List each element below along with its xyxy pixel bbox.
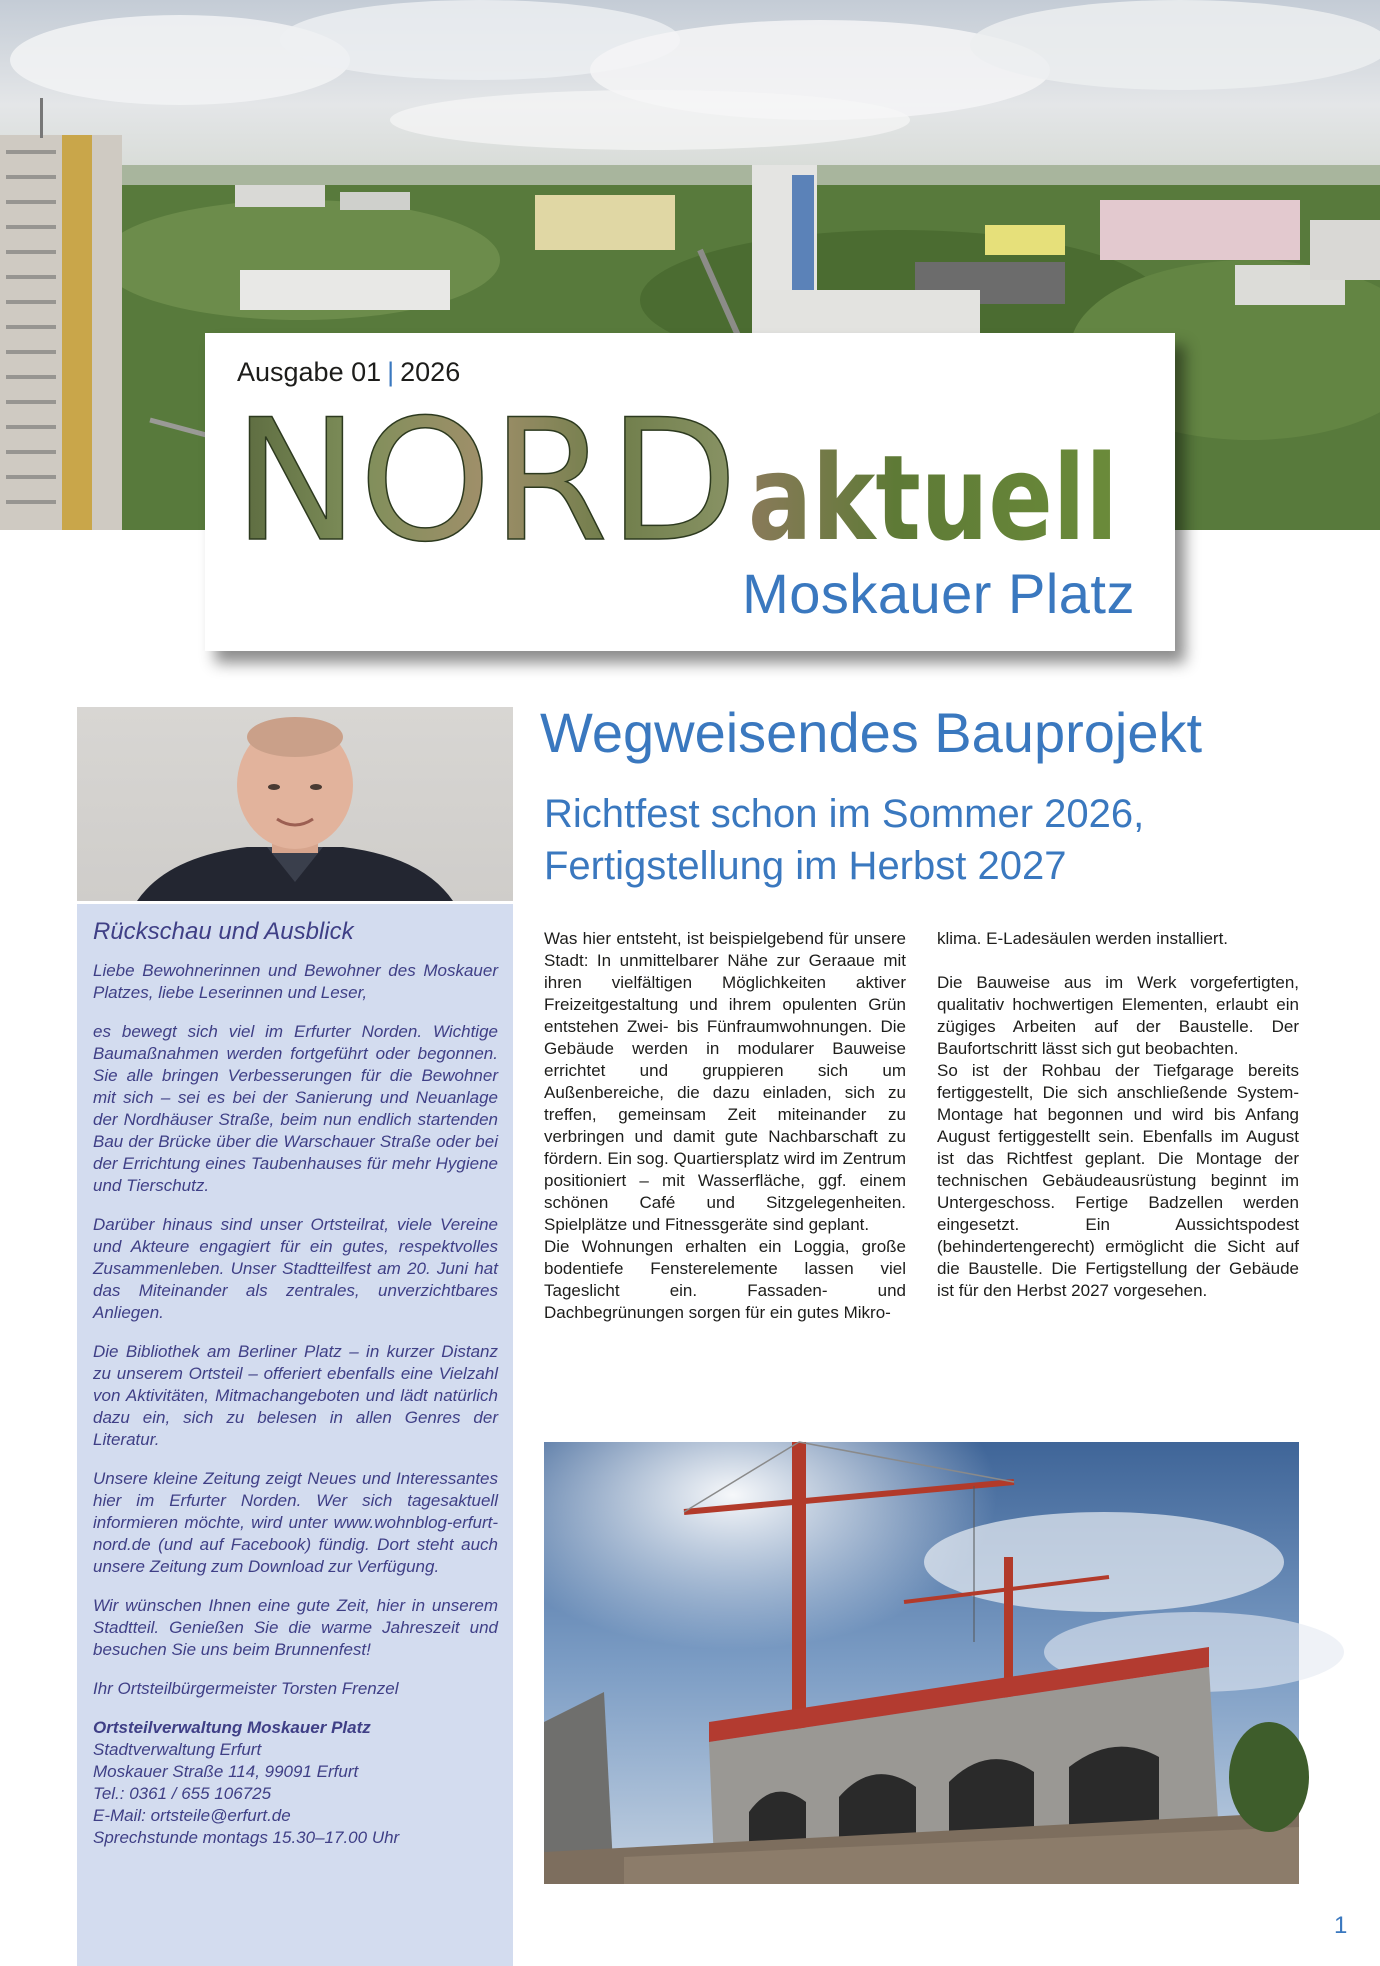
contact-title: Ortsteilverwaltung Moskauer Platz — [93, 1718, 371, 1737]
sidebar-paragraph: Wir wünschen Ihnen eine gute Zeit, hier in unserem Stadtteil. Genießen Sie die warme Jahreszeit und besuchen Sie uns beim Brunnenfest! — [93, 1596, 498, 1659]
sidebar-signature: Ihr Ortsteilbürgermeister Torsten Frenzel — [93, 1679, 399, 1698]
sidebar-paragraph: Unsere kleine Zeitung zeigt Neues und Interessantes hier im Erfurter Norden. Wer sich tagesaktuell informieren möchte, wird unter www.wohnblog-erfurt-nord.de (und auf Facebook) fündig. Dort steht auch unsere Zeitung zum Download zur Verfügung. — [93, 1469, 498, 1576]
article-headline: Wegweisendes Bauprojekt — [540, 701, 1203, 764]
issue-label: Ausgabe 01 — [237, 357, 382, 387]
article-column-1 — [544, 928, 906, 1324]
masthead-aktuell: aktuell — [748, 429, 1118, 567]
masthead-nord: NORD — [233, 383, 738, 579]
district-name: Moskauer Platz — [742, 562, 1135, 625]
sidebar-paragraph: Liebe Bewohnerinnen und Bewohner des Moskauer Platzes, liebe Leserinnen und Leser, — [93, 961, 498, 1002]
article-paragraph: So ist der Rohbau der Tiefgarage bereits fertiggestellt, Die sich anschließende System-Montage hat begonnen und wird bis Anfang August fertiggestellt sein. Ebenfalls im August ist das Richtfest geplant. Die Montage der technischen Gebäudeausrüstung beginnt im Untergeschoss. Fertige Badzellen werden eingesetzt. Ein Aussichtspodest (behindertengerecht) ermöglicht die Sicht auf die Baustelle. Die Fertigstellung der Gebäude ist für den Herbst 2027 vorgesehen. — [937, 1061, 1299, 1300]
sidebar-paragraph: es bewegt sich viel im Erfurter Norden. Wichtige Baumaßnahmen werden fortgeführt oder begonnen. Sie alle bringen Verbesserungen für die Bewohner mit sich – sei es bei der Sanierung und Neuanlage der Nordhäuser Straße, beim nun endlich startenden Bau der Brücke über die Warschauer Straße oder bei der Errichtung eines Taubenhauses für mehr Hygiene und Tierschutz. — [93, 1022, 498, 1195]
sidebar-paragraph: Die Bibliothek am Berliner Platz – in kurzer Distanz zu unserem Ortsteil – offeriert ebenfalls eine Vielzahl von Aktivitäten, Mitmachangeboten und lädt natürlich dazu ein, sich zu belesen in allen Genres der Literatur. — [93, 1342, 498, 1449]
contact-office: Stadtverwaltung Erfurt — [93, 1740, 262, 1759]
contact-address: Moskauer Straße 114, 99091 Erfurt — [93, 1762, 359, 1781]
sidebar-paragraph: Darüber hinaus sind unser Ortsteilrat, viele Vereine und Akteure engagiert für ein gutes, respektvolles Zusammenleben. Unser Stadtteilfest am 20. Juni hat das Miteinander als zentrales, unverzichtbares Anliegen. — [93, 1215, 498, 1322]
portrait-photo — [77, 707, 513, 901]
issue-separator: | — [387, 357, 395, 387]
masthead-box — [205, 333, 1175, 651]
article-paragraph: Die Wohnungen erhalten ein Loggia, große bodentiefe Fensterelemente lassen viel Tageslicht ein. Fassaden- und Dachbegrünungen sorgen für ein gutes Mikro- — [544, 1237, 906, 1322]
editorial-sidebar — [77, 904, 513, 1966]
article-paragraph: Was hier entsteht, ist beispielgebend für unsere Stadt: In unmittelbarer Nähe zur Geraaue mit ihren vielfältigen Möglichkeiten aktiver Freizeitgestaltung und ihrem opulenten Grün entstehen Zwei- bis Fünfraumwohnungen. Die Gebäude werden in modularer Bauweise errichtet und gruppieren sich um Außenbereiche, die dazu einladen, sich zu treffen, gemeinsam Zeit miteinander zu verbringen und damit gute Nachbarschaft zu fördern. Ein sog. Quartiersplatz wird im Zentrum positioniert – mit Wasserfläche, ggf. einem schönen Café und Sitzgelegenheiten. Spielplätze und Fitnessgeräte sind geplant. — [544, 929, 906, 1234]
construction-site-photo — [544, 1442, 1299, 1884]
masthead-title — [233, 383, 1133, 579]
issue-year: 2026 — [400, 357, 461, 387]
article-subheadline — [544, 788, 1344, 892]
contact-phone: Tel.: 0361 / 655 106725 — [93, 1784, 272, 1803]
contact-hours: Sprechstunde montags 15.30–17.00 Uhr — [93, 1828, 400, 1847]
sidebar-heading: Rückschau und Ausblick — [93, 918, 354, 945]
contact-email: E-Mail: ortsteile@erfurt.de — [93, 1806, 291, 1825]
article-paragraph: klima. E-Ladesäulen werden installiert. — [937, 929, 1229, 948]
article-paragraph: Die Bauweise aus im Werk vorgefertigten, qualitativ hochwertigen Elementen, erlaubt ein zügiges Arbeiten auf der Baustelle. Der Baufortschritt lässt sich gut beobachten. — [937, 973, 1299, 1058]
subheadline-line-2: Fertigstellung im Herbst 2027 — [544, 844, 1067, 888]
subheadline-line-1: Richtfest schon im Sommer 2026, — [544, 792, 1145, 836]
portrait-illustration — [77, 707, 513, 901]
construction-site-illustration — [544, 1442, 1299, 1884]
page-number: 1 — [1334, 1912, 1348, 1939]
article-column-2 — [937, 928, 1299, 1302]
